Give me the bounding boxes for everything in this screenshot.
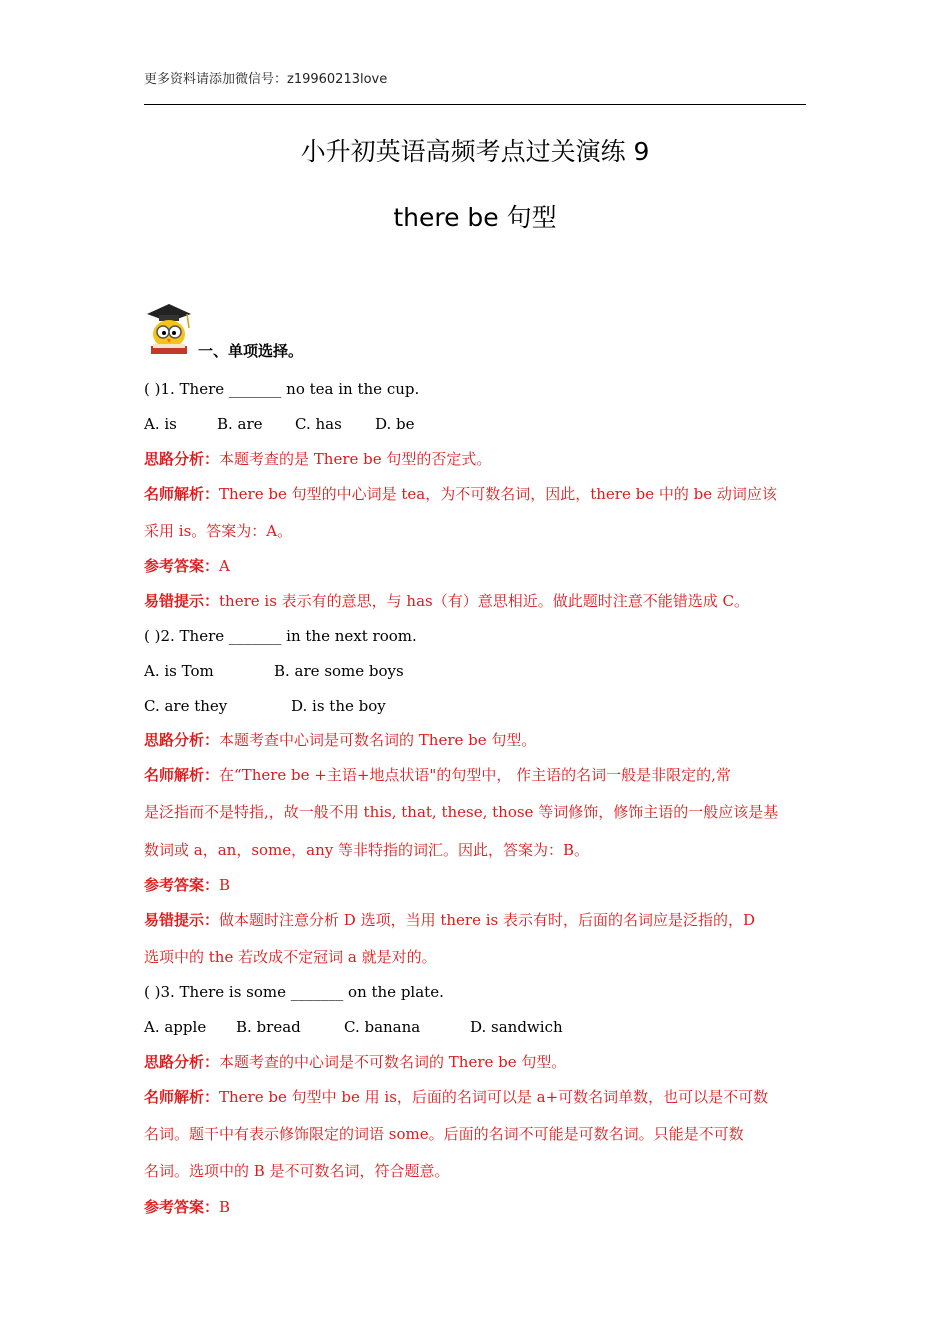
q3-option-b: B. bread	[236, 1018, 301, 1036]
q3-teacher-line2: 名词。题干中有表示修饰限定的词语 some。后面的名词不可能是可数名词。只能是不可数	[144, 1125, 744, 1143]
q2-options-row2	[144, 696, 806, 716]
q2-teacher-line2: 是泛指而不是特指,，故一般不用 this, that, these, those 等词修饰，修饰主语的一般应该是基	[144, 803, 779, 821]
q3-teacher-line3: 名词。选项中的 B 是不可数名词，符合题意。	[144, 1162, 450, 1180]
q1-option-d: D. be	[375, 415, 415, 433]
q1-teacher-line1: 名师解析：There be 句型的中心词是 tea，为不可数名词，因此，there be 中的 be 动词应该	[144, 485, 777, 503]
section-heading: 一、单项选择。	[198, 342, 304, 360]
q3-options	[144, 1017, 806, 1037]
q2-option-a: A. is Tom	[144, 662, 214, 680]
q3-teacher-line1: 名师解析：There be 句型中 be 用 is，后面的名词可以是 a+可数名词单数，也可以是不可数	[144, 1088, 769, 1106]
q3-option-d: D. sandwich	[470, 1018, 563, 1036]
graduate-chick-reading-icon	[143, 300, 195, 356]
q2-answer: 参考答案：B	[144, 876, 231, 894]
page-subtitle: there be 句型	[393, 203, 557, 232]
q2-tip-line1: 易错提示：做本题时注意分析 D 选项，当用 there is 表示有时，后面的名词应是泛指的，D	[144, 911, 756, 929]
q1-options	[144, 414, 806, 434]
q1-option-b: B. are	[217, 415, 263, 433]
q2-options-row1	[144, 661, 806, 681]
q1-teacher-line2: 采用 is。答案为：A。	[144, 522, 293, 540]
q2-stem: ( )2. There _______ in the next room.	[144, 627, 417, 645]
q3-option-a: A. apple	[144, 1018, 207, 1036]
q1-answer: 参考答案：A	[144, 557, 230, 575]
header-divider	[144, 104, 806, 105]
q1-stem: ( )1. There _______ no tea in the cup.	[144, 380, 420, 398]
q2-teacher-line1: 名师解析：在“There be +主语+地点状语"的句型中， 作主语的名词一般是非限定的,常	[144, 766, 731, 784]
q2-tip-line2: 选项中的 the 若改成不定冠词 a 就是对的。	[144, 948, 437, 966]
page-title: 小升初英语高频考点过关演练 9	[300, 137, 650, 166]
q2-option-c: C. are they	[144, 697, 228, 715]
q3-option-c: C. banana	[344, 1018, 421, 1036]
q1-option-a: A. is	[144, 415, 177, 433]
q2-analysis: 思路分析：本题考查中心词是可数名词的 There be 句型。	[144, 731, 537, 749]
q2-option-b: B. are some boys	[274, 662, 404, 680]
header-note: 更多资料请添加微信号：z19960213love	[144, 72, 388, 87]
q1-analysis: 思路分析：本题考查的是 There be 句型的否定式。	[144, 450, 492, 468]
q2-teacher-line3: 数词或 a，an，some，any 等非特指的词汇。因此，答案为：B。	[144, 841, 590, 859]
q3-answer: 参考答案：B	[144, 1198, 231, 1216]
q1-option-c: C. has	[295, 415, 342, 433]
q3-stem: ( )3. There is some _______ on the plate.	[144, 983, 444, 1001]
q2-option-d: D. is the boy	[291, 697, 386, 715]
q3-analysis: 思路分析：本题考查的中心词是不可数名词的 There be 句型。	[144, 1053, 567, 1071]
q1-tip: 易错提示：there is 表示有的意思，与 has（有）意思相近。做此题时注意不能错选成 C。	[144, 592, 749, 610]
